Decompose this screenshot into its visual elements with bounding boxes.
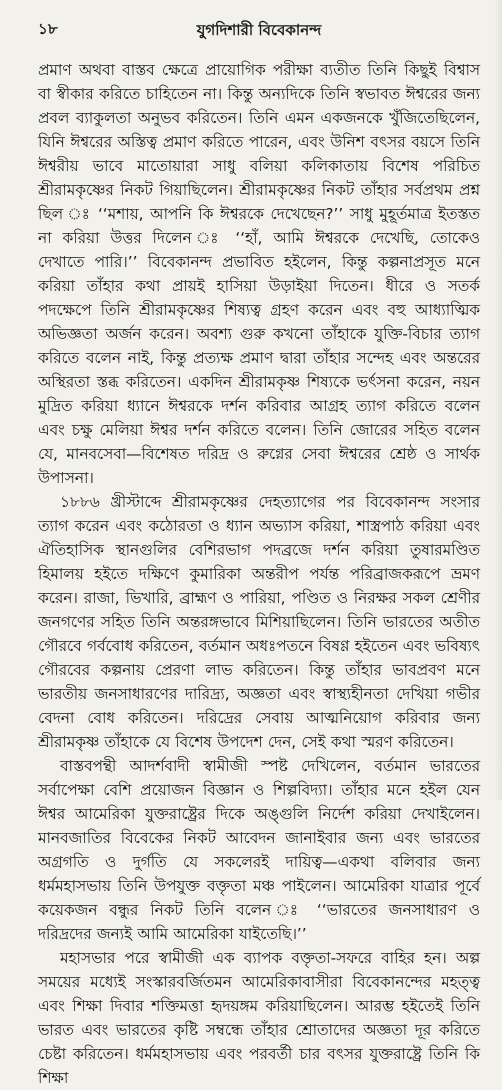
paragraph-2: ১৮৮৬ খ্রীস্টাব্দে শ্রীরামকৃষ্ণের দেহত্যাগের পর বিবেকানন্দ সংসার ত্যাগ করেন এবং কঠোরতা ও ধ্যান অভ্যাস করিয়া, শাস্ত্রপাঠ করিয়া এবং ঐতিহাসিক স্থানগুলির বেশিরভাগ পদব্রজে দর্শন করিয়া তুষারমণ্ডিত হিমালয় হইতে দক্ষিণে কুমারিকা অন্তরীপ পর্যন্ত পরিব্রাজকরূপে ভ্রমণ করেন। রাজা, ভিখারি, ব্রাহ্মণ ও পারিয়া, পণ্ডিত ও নিরক্ষর সকল শ্রেণীর জনগণের সহিত তিনি অন্তরঙ্গভাবে মিশিয়াছিলেন। তিনি ভারতের অতীত গৌরবে গর্ববোধ করিতেন, বর্তমান অধঃপতনে বিষণ্ণ হইতেন এবং ভবিষ্যৎ গৌরবের কল্পনায় প্রেরণা লাভ করিতেন। কিন্তু তাঁহার ভাবপ্রবণ মনে ভারতীয় জনসাধারণের দারিদ্র্য, অজ্ঞতা এবং স্বাস্থ্যহীনতা দেখিয়া গভীর বেদনা বোধ করিতেন। দরিদ্রের সেবায় আত্মনিয়োগ করিবার জন্য শ্রীরামকৃষ্ণ তাঁহাকে যে বিশেষ উপদেশ দেন, সেই কথা স্মরণ করিতেন। (38, 493, 480, 751)
page-number: ১৮ (38, 20, 58, 38)
paragraph-1: প্রমাণ অথবা বাস্তব ক্ষেত্রে প্রায়োগিক পরীক্ষা ব্যতীত তিনি কিছুই বিশ্বাস বা স্বীকার করিতে চাহিতেন না। কিন্তু অন্যদিকে তিনি স্বভাবত ঈশ্বরের জন্য প্রবল ব্যাকুলতা অনুভব করিতেন। তিনি এমন একজনকে খুঁজিতেছিলেন, যিনি ঈশ্বরের অস্তিত্ব প্রমাণ করিতে পারেন, এবং উনিশ বৎসর বয়সে তিনি ঈশ্বরীয় ভাবে মাতোয়ারা সাধু বলিয়া কলিকাতায় বিশেষ পরিচিত শ্রীরামকৃষ্ণের নিকট গিয়াছিলেন। শ্রীরামকৃষ্ণের নিকট তাঁহার সর্বপ্রথম প্রশ্ন ছিল ঃ ‘‘মশায়, আপনি কি ঈশ্বরকে দেখেছেন?’’ সাধু মুহূর্তমাত্র ইতস্তত না করিয়া উত্তর দিলেন ঃ ‘‘হাঁ, আমি ঈশ্বরকে দেখেছি, তোকেও দেখাতে পারি।’’ বিবেকানন্দ প্রভাবিত হইলেন, কিন্তু কল্পনাপ্রসূত মনে করিয়া তাঁহার কথা প্রায়ই হাসিয়া উড়াইয়া দিতেন। ধীরে ও সতর্ক পদক্ষেপে তিনি শ্রীরামকৃষ্ণের শিষ্যত্ব গ্রহণ করেন এবং বহু আধ্যাত্মিক অভিজ্ঞতা অর্জন করেন। অবশ্য গুরু কখনো তাঁহাকে যুক্তি-বিচার ত্যাগ করিতে বলেন নাই, কিন্তু প্রত্যক্ষ প্রমাণ দ্বারা তাঁহার সন্দেহ এবং অন্তরের অস্থিরতা স্তব্ধ করিতেন। একদিন শ্রীরামকৃষ্ণ শিষ্যকে ভর্ৎসনা করেন, নয়ন মুদ্রিত করিয়া ধ্যানে ঈশ্বরকে দর্শন করিবার আগ্রহ ত্যাগ করিতে বলেন এবং চক্ষু মেলিয়া ঈশ্বর দর্শন করিতে বলেন। তিনি জোরের সহিত বলেন যে, মানবসেবা—বিশেষত দরিদ্র ও রুগ্নের সেবা ঈশ্বরের শ্রেষ্ঠ ও সার্থক উপাসনা। (38, 61, 480, 487)
running-title: যুগদিশারী বিবেকানন্দ (196, 21, 322, 39)
page-header (38, 18, 480, 40)
paragraph-4: মহাসভার পরে স্বামীজী এক ব্যাপক বক্তৃতা-সফরে বাহির হন। অল্প সময়ের মধ্যেই সংস্কারবর্জিতমন আমেরিকাবাসীরা বিবেকানন্দের মহত্ত্ব এবং শিক্ষা দিবার শক্তিমত্তা হৃদয়ঙ্গম করিয়াছিলেন। আরম্ভ হইতেই তিনি ভারত এবং ভারতের কৃষ্টি সম্বন্ধে তাঁহার শ্রোতাদের অজ্ঞতা দূর করিতে চেষ্টা করিতেন। ধর্মমহাসভায় এবং পরবর্তী চার বৎসর যুক্তরাষ্ট্রে তিনি কি শিক্ষা (38, 949, 480, 1087)
paragraph-3: বাস্তবপন্থী আদর্শবাদী স্বামীজী স্পষ্ট দেখিলেন, বর্তমান ভারতের সর্বাপেক্ষা বেশি প্রয়োজন বিজ্ঞান ও শিল্পবিদ্যা। তাঁহার মনে হইল যেন ঈশ্বর আমেরিকা যুক্তরাষ্ট্রের দিকে অঙ্গুলি নির্দেশ করিয়া দেখাইলেন। মানবজাতির বিবেকের নিকট আবেদন জানাইবার জন্য এবং ভারতের অগ্রগতি ও দুর্গতি যে সকলেরই দায়িত্ব—একথা বলিবার জন্য ধর্মমহাসভায় তিনি উপযুক্ত বক্তৃতা মঞ্চ পাইলেন। আমেরিকা যাত্রার পূর্বে কয়েকজন বন্ধুর নিকট তিনি বলেন ঃ ‘‘ভারতের জনসাধারণ ও দরিদ্রদের জন্যই আমি আমেরিকা যাইতেছি।’’ (38, 757, 480, 943)
page-body (38, 58, 480, 1090)
